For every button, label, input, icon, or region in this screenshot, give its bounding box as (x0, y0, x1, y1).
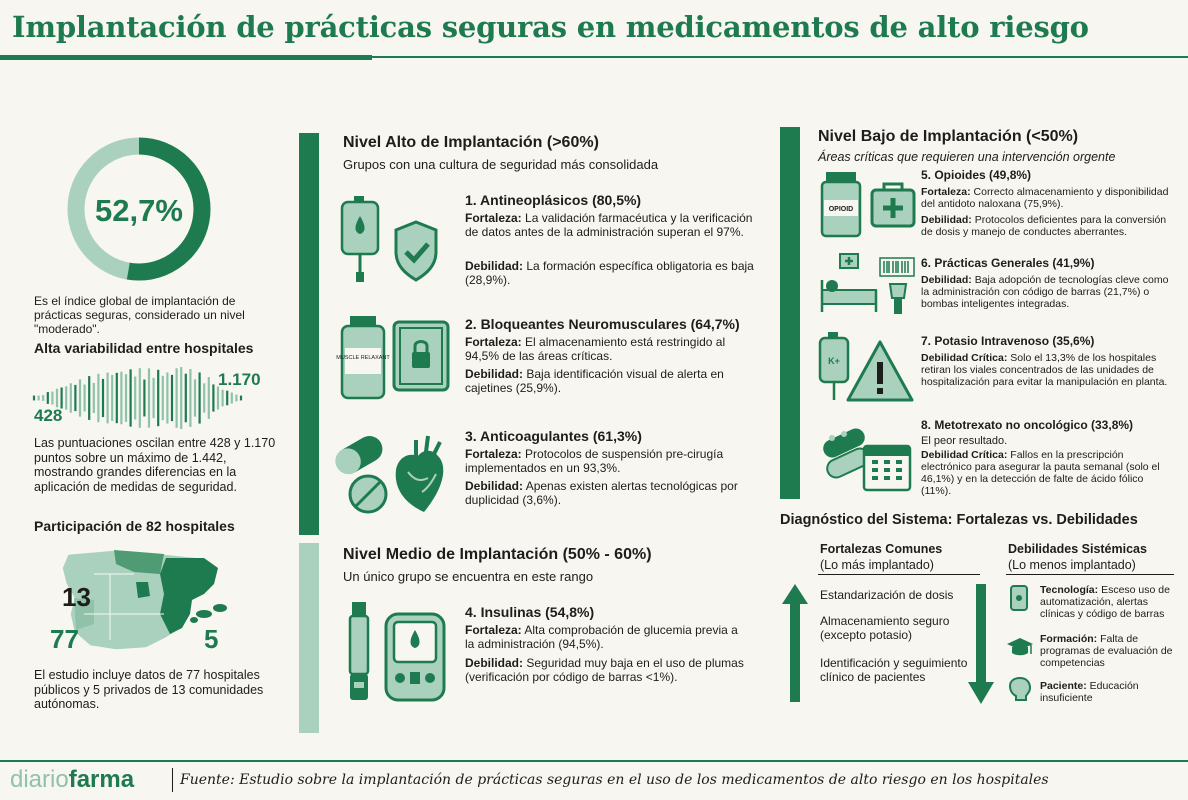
item-6-weakness (921, 274, 1171, 310)
high-level-heading: Nivel Alto de Implantación (>60%) (343, 134, 599, 151)
weakness-text: Protocolos deficientes para la conversión de dosis y manejo de conductes aberrantes. (921, 214, 1167, 238)
item-4-title: 4. Insulinas (54,8%) (465, 604, 595, 620)
weakness-label: Debilidad: (465, 479, 524, 493)
item-5-strength (921, 186, 1171, 210)
variability-description: Las puntuaciones oscilan entre 428 y 1.170 puntos sobre un máximo de 1.442, mostrando grandes diferencias en la aplicación de medidas de seguridad. (34, 436, 276, 494)
weakness-label: Debilidad: (465, 367, 524, 381)
logo-part-1: diario (10, 766, 69, 793)
strengths-heading: Fortalezas Comunes (820, 542, 943, 556)
weakness-text: Seguridad muy baja en el uso de plumas (verificación por código de barras <1%). (465, 656, 744, 684)
weakness-text: Fallos en la prescripción electrónico para asegurar la pauta semanal (solo el 46,1%) y en la detección de falte de ácido fólico (11%). (921, 449, 1160, 497)
participation-description: El estudio incluye datos de 77 hospitales públicos y 5 privados de 13 comunidades autónomas. (34, 668, 264, 711)
footer-separator (172, 768, 173, 792)
strength-item-3: Identificación y seguimiento clínico de pacientes (820, 656, 968, 684)
weaknesses-heading: Debilidades Sistémicas (1008, 542, 1147, 556)
phone-icon (1008, 584, 1030, 612)
medium-level-bar (299, 543, 319, 733)
wave-min-label: 428 (34, 406, 63, 425)
item-2-strength (465, 336, 755, 363)
weakness-label: Debilidad: (465, 259, 524, 273)
weakness-label: Debilidad: (921, 214, 972, 226)
weakness-text: Educación insuficiente (1040, 680, 1139, 704)
up-arrow-icon (780, 582, 810, 706)
item-3-title: 3. Anticoagulantes (61,3%) (465, 428, 642, 444)
potassium-bag-warning-icon (818, 330, 918, 408)
high-level-subheading: Grupos con una cultura de seguridad más consolidada (343, 157, 659, 172)
strength-text: Alta comprobación de glucemia previa a la administración (94,5%). (465, 623, 738, 651)
insulin-pen-glucometer-icon (336, 598, 456, 708)
down-arrow-icon (966, 582, 996, 706)
item-7-weakness (921, 352, 1171, 388)
variability-heading: Alta variabilidad entre hospitales (34, 340, 254, 356)
strength-item-1: Estandarización de dosis (820, 588, 954, 602)
weakness-item-2 (1040, 633, 1180, 669)
potassium-label: K+ (828, 356, 840, 366)
item-5-title: 5. Opioides (49,8%) (921, 168, 1032, 182)
patient-head-icon (1008, 676, 1032, 702)
title-accent-bar (0, 55, 372, 60)
weakness-label: Debilidad: (921, 274, 972, 286)
map-private-count: 5 (204, 624, 219, 654)
strength-text: Protocolos de suspensión pre-cirugía implementados en un 93,3%. (465, 447, 724, 475)
weakness-text: La formación específica obligatoria es baja (28,9%). (465, 259, 754, 287)
item-5-weakness (921, 214, 1171, 238)
weakness-label: Debilidad Crítica: (921, 352, 1008, 364)
item-2-title: 2. Bloqueantes Neuromusculares (64,7%) (465, 316, 740, 332)
weakness-label: Debilidad Crítica: (921, 449, 1008, 461)
source-citation: Fuente: Estudio sobre la implantación de prácticas seguras en el uso de los medicamentos de alto riesgo en los hospitales (180, 772, 1049, 788)
iv-bag-shield-icon (336, 192, 446, 292)
page-title: Implantación de prácticas seguras en medicamentos de alto riesgo (12, 10, 1089, 44)
weakness-item-3 (1040, 680, 1180, 704)
item-4-weakness (465, 657, 750, 684)
item-2-weakness (465, 368, 755, 395)
weaknesses-subheading: (Lo menos implantado) (1008, 558, 1136, 572)
weakness-label: Paciente: (1040, 680, 1087, 692)
weakness-item-1 (1040, 584, 1180, 620)
index-description: Es el índice global de implantación de prácticas seguras, considerado un nivel "moderado". (34, 294, 245, 336)
vial-label: MUSCLE RELAXANT (336, 355, 390, 361)
strength-label: Fortaleza: (465, 335, 522, 349)
strength-label: Fortaleza: (921, 186, 971, 198)
strength-label: Fortaleza: (465, 211, 522, 225)
graduation-cap-icon (1006, 636, 1034, 658)
item-4-strength (465, 624, 750, 651)
medium-level-subheading: Un único grupo se encuentra en este rango (343, 569, 594, 584)
strength-text: La validación farmacéutica y la verificación de datos antes de la administración superan el 97%. (465, 211, 753, 239)
index-value: 52,7% (95, 193, 183, 228)
hospital-barcode-icon (818, 250, 918, 320)
low-level-heading: Nivel Bajo de Implantación (<50%) (818, 128, 1079, 145)
item-3-strength (465, 448, 755, 475)
item-8-title: 8. Metotrexato no oncológico (33,8%) (921, 418, 1134, 432)
strength-text: El almacenamiento está restringido al 94,5% de las áreas críticas. (465, 335, 726, 363)
weakness-text: Baja adopción de tecnologías cleve como la administración con código de barras (21,7%) o bombas inteligentes integradas. (921, 274, 1169, 310)
item-7-title: 7. Potasio Intravenoso (35,6%) (921, 334, 1095, 348)
strengths-subheading: (Lo más implantado) (820, 558, 934, 572)
opioid-label: OPIOID (828, 206, 854, 213)
wave-max-label: 1.170 (218, 370, 261, 389)
pills-calendar-icon (818, 418, 918, 494)
logo-part-2: farma (68, 766, 135, 793)
vial-safe-icon (336, 312, 452, 404)
weakness-label: Debilidad: (465, 656, 524, 670)
item-1-title: 1. Antineoplásicos (80,5%) (465, 192, 642, 208)
item-1-strength (465, 212, 755, 239)
strength-label: Fortaleza: (465, 623, 522, 637)
diagnosis-heading: Diagnóstico del Sistema: Fortalezas vs. Debilidades (780, 512, 1138, 528)
weakness-text: Falta de programas de evaluación de competencias (1040, 633, 1173, 669)
diariofarma-logo (10, 766, 134, 794)
item-1-weakness (465, 260, 755, 287)
weakness-text: Solo el 13,3% de los hospitales retiran los viales concentrados de las unidades de hospitalización para evitar la manipulación en planta. (921, 352, 1168, 388)
strength-item-2: Almacenamiento seguro (excepto potasio) (820, 614, 950, 642)
pills-heart-icon (332, 422, 456, 518)
high-level-bar (299, 133, 319, 535)
weakness-label: Tecnología: (1040, 584, 1099, 596)
weaknesses-divider (1006, 574, 1174, 575)
strength-label: Fortaleza: (465, 447, 522, 461)
item-6-title: 6. Prácticas Generales (41,9%) (921, 256, 1095, 270)
weakness-text: Baja identificación visual de alerta en cajetines (25,9%). (465, 367, 724, 395)
low-level-subheading: Áreas críticas que requieren una intervención orgente (818, 150, 1116, 164)
footer-divider (0, 760, 1188, 762)
opioid-bottle-firstaid-icon (818, 170, 918, 240)
strengths-divider (818, 574, 980, 575)
weakness-text: Apenas existen alertas tecnológicas por duplicidad (3,6%). (465, 479, 738, 507)
item-3-weakness (465, 480, 755, 507)
low-level-bar (780, 127, 800, 499)
strength-text: Correcto almacenamiento y disponibilidad del antidoto naloxana (75,9%). (921, 186, 1169, 210)
item-8-note: El peor resultado. (921, 435, 1008, 447)
weakness-text: Esceso uso de automatización, alertas clínicas y código de barras (1040, 584, 1170, 620)
weakness-label: Formación: (1040, 633, 1098, 645)
item-8-weakness (921, 449, 1176, 497)
participation-heading: Participación de 82 hospitales (34, 518, 235, 534)
medium-level-heading: Nivel Medio de Implantación (50% - 60%) (343, 546, 652, 563)
map-public-count: 77 (50, 624, 79, 654)
map-communities-count: 13 (62, 582, 91, 612)
